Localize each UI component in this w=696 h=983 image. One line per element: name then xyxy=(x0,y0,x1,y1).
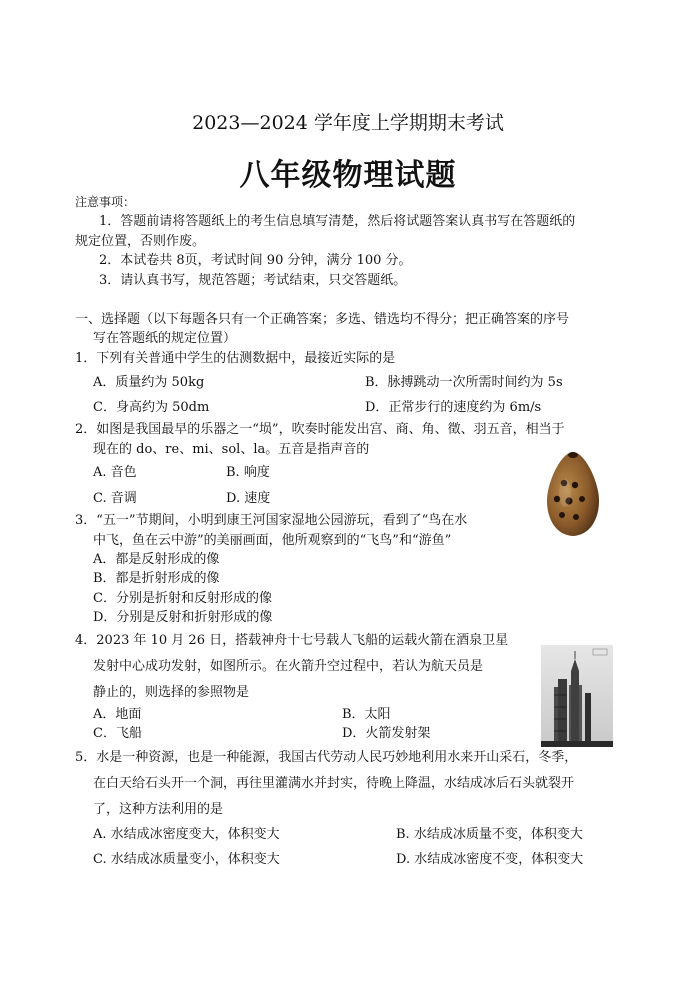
question-2: 2．如图是我国最早的乐器之一“埙”，吹奏时能发出宫、商、角、徵、羽五音，相当于 xyxy=(75,422,565,437)
question-4-cont-1: 发射中心成功发射，如图所示。在火箭升空过程中，若认为航天员是 xyxy=(93,659,484,674)
question-3: 3．“五一”节期间，小明到康王河国家湿地公园游玩，看到了“鸟在水 xyxy=(75,513,468,528)
question-5-cont-2: 了，这种方法利用的是 xyxy=(93,802,224,817)
question-4: 4．2023 年 10 月 26 日，搭载神舟十七号载人飞船的运载火箭在酒泉卫星 xyxy=(75,633,509,648)
q5-option-b: B. 水结成冰质量不变，体积变大 xyxy=(396,827,583,842)
question-2-cont: 现在的 do、re、mi、sol、la。五音是指声音的 xyxy=(93,442,370,457)
q3-option-d: D．分别是反射和折射形成的像 xyxy=(93,610,273,625)
rocket-launch-image xyxy=(541,645,613,747)
xun-instrument-image xyxy=(542,449,604,539)
exam-title: 八年级物理试题 xyxy=(239,158,457,193)
q5-option-a: A. 水结成冰密度变大，体积变大 xyxy=(93,827,280,842)
q4-option-c: C．飞船 xyxy=(93,726,142,741)
q1-option-a: A．质量约为 50kg xyxy=(93,375,205,390)
q5-option-d: D. 水结成冰密度不变，体积变大 xyxy=(396,852,584,867)
q4-option-d: D．火箭发射架 xyxy=(342,726,431,741)
notice-heading: 注意事项： xyxy=(75,195,136,209)
q3-option-a: A．都是反射形成的像 xyxy=(93,552,220,567)
q2-option-c: C. 音调 xyxy=(93,491,137,506)
q2-option-a: A. 音色 xyxy=(93,465,137,480)
notice-item-1-cont: 规定位置，否则作废。 xyxy=(75,234,206,249)
q2-option-d: D. 速度 xyxy=(226,491,271,506)
q3-option-c: C．分别是折射和反射形成的像 xyxy=(93,591,272,606)
q1-option-c: C．身高约为 50dm xyxy=(93,400,210,415)
question-3-cont: 中飞，鱼在云中游”的美丽画面，他所观察到的“飞鸟”和“游鱼” xyxy=(93,533,452,548)
q5-option-c: C. 水结成冰质量变小，体积变大 xyxy=(93,852,280,867)
section-heading: 一、选择题（以下每题各只有一个正确答案；多选、错选均不得分；把正确答案的序号 xyxy=(75,312,570,327)
question-4-cont-2: 静止的，则选择的参照物是 xyxy=(93,685,250,700)
question-5-cont-1: 在白天给石头开一个洞，再往里灌满水并封实，待晚上降温，水结成冰后石头就裂开 xyxy=(93,776,575,791)
notice-item-3: 3．请认真书写，规范答题；考试结束，只交答题纸。 xyxy=(99,273,407,288)
q4-option-b: B．太阳 xyxy=(342,707,391,722)
section-heading-cont: 写在答题纸的规定位置） xyxy=(93,331,237,346)
notice-item-1: 1．答题前请将答题纸上的考生信息填写清楚，然后将试题答案认真书写在答题纸的 xyxy=(99,214,576,229)
q2-option-b: B. 响度 xyxy=(226,465,270,480)
question-5: 5．水是一种资源，也是一种能源，我国古代劳动人民巧妙地利用水来开山采石，冬季， xyxy=(75,750,578,765)
notice-item-2: 2．本试卷共 8页，考试时间 90 分钟，满分 100 分。 xyxy=(99,253,412,268)
exam-subtitle: 2023—2024 学年度上学期期末考试 xyxy=(192,112,504,134)
q4-option-a: A．地面 xyxy=(93,707,142,722)
q3-option-b: B．都是折射形成的像 xyxy=(93,571,220,586)
q1-option-d: D．正常步行的速度约为 6m/s xyxy=(365,400,542,415)
question-1: 1．下列有关普通中学生的估测数据中，最接近实际的是 xyxy=(75,351,396,366)
q1-option-b: B．脉搏跳动一次所需时间约为 5s xyxy=(365,375,563,390)
